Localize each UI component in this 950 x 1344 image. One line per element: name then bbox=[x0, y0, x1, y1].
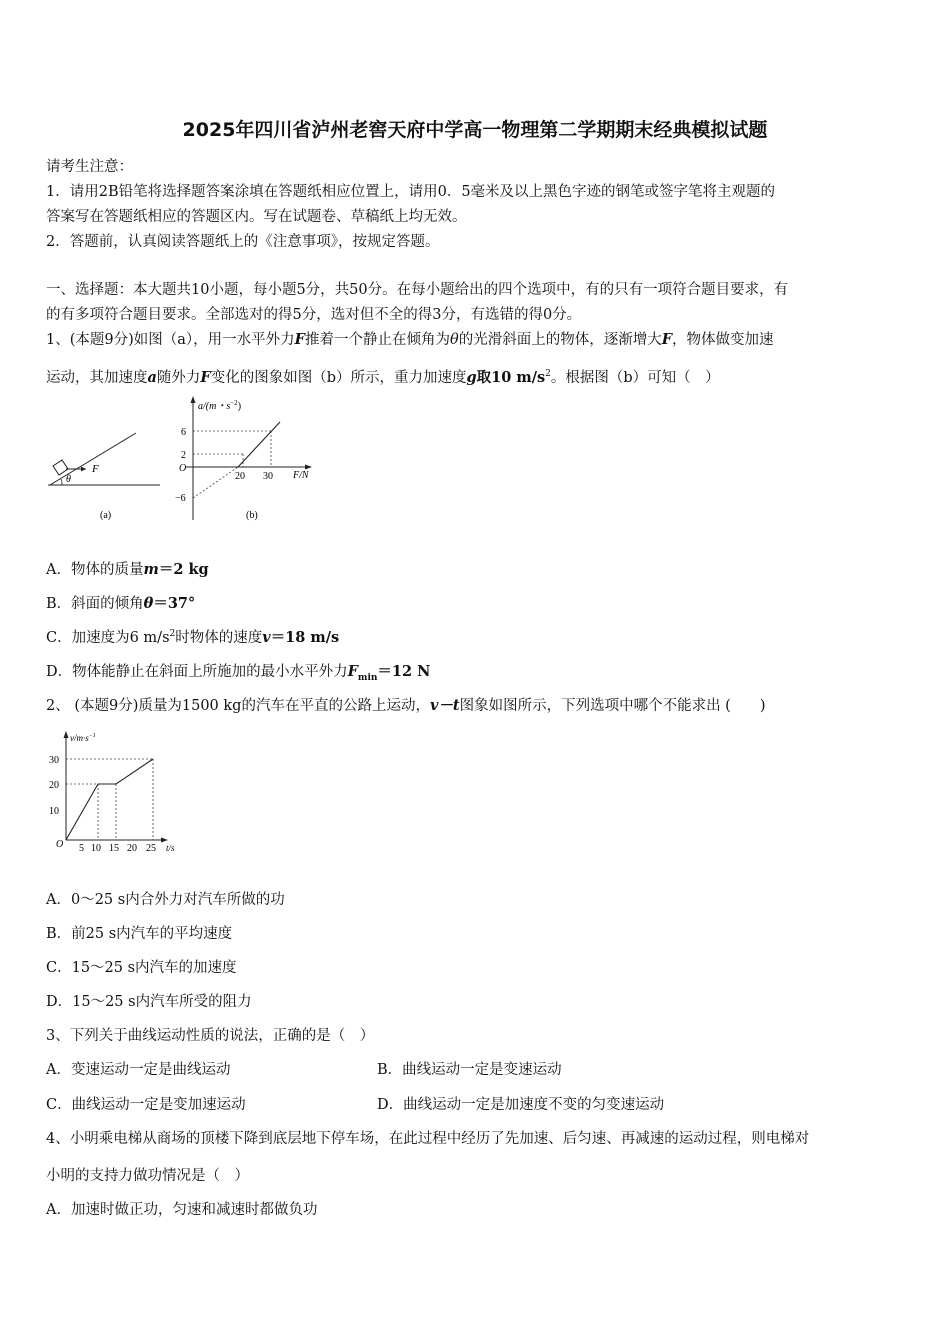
figure-a-label: (a) bbox=[100, 510, 112, 521]
x-tick: 10 bbox=[91, 843, 101, 854]
x-axis-label: F/N bbox=[293, 470, 309, 481]
a-F-graph bbox=[175, 396, 312, 521]
notice-item-2: 2．答题前，认真阅读答题纸上的《注意事项》，按规定答题。 bbox=[46, 234, 440, 250]
notice-item-1: 1．请用2B铅笔将选择题答案涂填在答题纸相应位置上，请用0．5毫米及以上黑色字迹的钢笔或签字笔将主观题的 bbox=[46, 184, 776, 200]
angle-label: θ bbox=[66, 474, 71, 485]
x-tick: 15 bbox=[109, 843, 119, 854]
y-tick: 10 bbox=[49, 806, 59, 817]
q3-option-a[interactable]: A．变速运动一定是曲线运动 bbox=[46, 1062, 231, 1078]
page-title: 2025年四川省泸州老窖天府中学高一物理第二学期期末经典模拟试题 bbox=[182, 119, 768, 141]
q1-figure bbox=[40, 392, 330, 527]
q1-option-c[interactable]: C．加速度为6 $m/s^2$时物体的速度v＝18 m/s bbox=[46, 629, 340, 646]
q2-option-a[interactable]: A．0～25 s内合外力对汽车所做的功 bbox=[46, 892, 285, 908]
q2-stem: 2、 (本题9分)质量为1500 kg的汽车在平直的公路上运动，v－t图象如图所示，下列选项中哪个不能求出 ( ) bbox=[46, 697, 766, 714]
q2-vt-graph bbox=[46, 727, 186, 855]
block bbox=[53, 460, 68, 475]
q3-option-d[interactable]: D．曲线运动一定是加速度不变的匀变速运动 bbox=[377, 1097, 665, 1113]
tick-2: 2 bbox=[181, 450, 186, 461]
x-tick: 5 bbox=[79, 843, 84, 854]
q4-stem: 4、小明乘电梯从商场的顶楼下降到底层地下停车场，在此过程中经历了先加速、后匀速、再减速的运动过程，则电梯对 bbox=[46, 1131, 810, 1147]
q4-stem-cont: 小明的支持力做功情况是（ ） bbox=[46, 1168, 249, 1184]
q3-stem: 3、下列关于曲线运动性质的说法，正确的是（ ） bbox=[46, 1028, 375, 1044]
section-heading: 一、选择题：本大题共10小题，每小题5分，共50分。在每小题给出的四个选项中，有的只有一项符合题目要求，有 bbox=[46, 282, 789, 298]
y-axis-label: a/(m・$s^{-2}$) bbox=[198, 399, 242, 412]
q1-option-a[interactable]: A．物体的质量m＝2 kg bbox=[46, 561, 209, 578]
q2-option-d[interactable]: D．15～25 s内汽车所受的阻力 bbox=[46, 994, 252, 1010]
x-tick: 25 bbox=[146, 843, 156, 854]
incline-diagram bbox=[48, 433, 160, 521]
q1-stem: 1、(本题9分)如图（a），用一水平外力F推着一个静止在倾角为θ的光滑斜面上的物体，逐渐增大F，物体做变加速 bbox=[46, 331, 774, 348]
tick-30: 30 bbox=[263, 471, 273, 482]
y-tick: 20 bbox=[49, 780, 59, 791]
q1-option-d[interactable]: D．物体能静止在斜面上所施加的最小水平外力$F_{min}=12$ N bbox=[46, 663, 431, 683]
x-axis-label: t/s bbox=[166, 843, 175, 853]
origin-label: O bbox=[56, 839, 64, 850]
q2-option-c[interactable]: C．15～25 s内汽车的加速度 bbox=[46, 960, 237, 976]
q3-option-b[interactable]: B．曲线运动一定是变速运动 bbox=[377, 1062, 562, 1078]
figure-b-label: (b) bbox=[246, 510, 258, 521]
y-axis-label: $v/m\cdot s^{-1}$ bbox=[70, 733, 96, 743]
tick-minus-6: −6 bbox=[175, 493, 186, 504]
q1-option-b[interactable]: B．斜面的倾角θ＝37° bbox=[46, 595, 196, 612]
y-tick: 30 bbox=[49, 755, 59, 766]
q2-option-b[interactable]: B．前25 s内汽车的平均速度 bbox=[46, 926, 233, 942]
section-heading-cont: 的有多项符合题目要求。全部选对的得5分，选对但不全的得3分，有选错的得0分。 bbox=[46, 307, 582, 323]
tick-20: 20 bbox=[235, 471, 245, 482]
force-label: F bbox=[92, 463, 99, 475]
origin-label: O bbox=[179, 463, 187, 474]
x-tick: 20 bbox=[127, 843, 137, 854]
notice-heading: 请考生注意： bbox=[46, 159, 133, 175]
q3-option-c[interactable]: C．曲线运动一定是变加速运动 bbox=[46, 1097, 246, 1113]
tick-6: 6 bbox=[181, 427, 186, 438]
q1-stem-cont: 运动，其加速度a随外力F变化的图象如图（b）所示，重力加速度g取10 $m/s^2$。根据图（b）可知（ ） bbox=[46, 369, 720, 386]
notice-item-1-cont: 答案写在答题纸相应的答题区内。写在试题卷、草稿纸上均无效。 bbox=[46, 209, 467, 225]
q4-option-a[interactable]: A．加速时做正功，匀速和减速时都做负功 bbox=[46, 1202, 318, 1218]
velocity-line bbox=[66, 759, 153, 840]
